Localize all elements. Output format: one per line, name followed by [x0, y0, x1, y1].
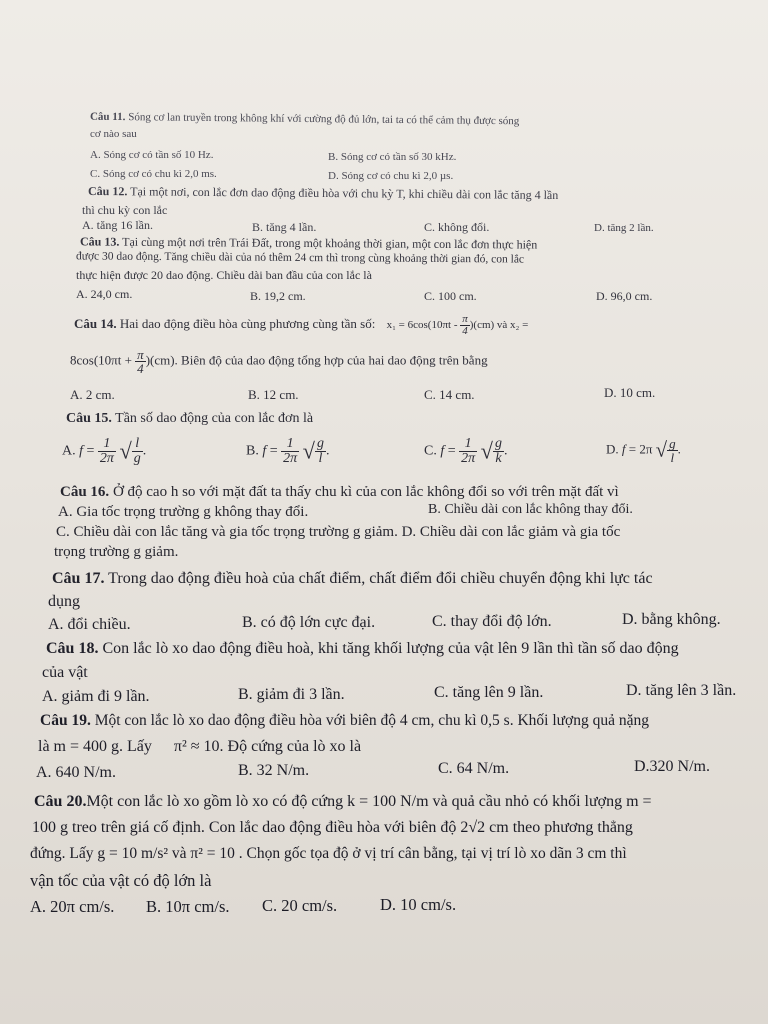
question-14-stem — [74, 314, 528, 337]
option-c: C. 14 cm. — [424, 387, 475, 402]
option-d: D. 10 cm. — [604, 385, 656, 400]
fraction-denominator: 4 — [462, 325, 468, 337]
equation-x2 — [70, 348, 488, 375]
option-a: A. 2 cm. — [70, 387, 115, 402]
question-19-line2 — [38, 738, 361, 756]
question-17-stem — [52, 570, 653, 588]
option-c: C. f = $\frac{1}{2\pi}$ √ $\frac{g}{k}$ . — [424, 436, 508, 466]
question-text: Một con lắc lò xo gồm lò xo có độ cứng k = 100 N/m và quả cầu nhỏ có khối lượng m = — [86, 793, 652, 810]
option-label: A. — [62, 443, 76, 459]
option-c: C. 100 cm. — [424, 289, 477, 303]
question-text: vận tốc của vật có độ lớn là — [30, 871, 212, 890]
question-text: )(cm). Biên độ của dao động tổng hợp của hai dao động trên bằng — [145, 352, 488, 368]
option-b: B. f = $\frac{1}{2\pi}$ √ $\frac{g}{l}$ . — [246, 436, 330, 466]
option-b: B. Chiều dài con lắc không thay đổi. — [428, 502, 633, 517]
fraction — [135, 348, 146, 375]
sqrt-expression: √ $\frac{l}{g}$ — [119, 436, 141, 466]
equation-text: )(cm) và x₂ = — [469, 319, 529, 332]
question-number: Câu 17. — [52, 570, 105, 587]
option-c: C. không đổi. — [424, 220, 490, 234]
question-number: Câu 18. — [46, 640, 99, 657]
option-a: A. Gia tốc trọng trường g không thay đổi. — [58, 504, 309, 520]
option-c: C. Sóng cơ có chu kì 2,0 ms. — [90, 168, 217, 180]
question-15-stem — [66, 411, 313, 427]
fraction — [460, 314, 470, 337]
equation-text: x₁ = 6cos(10πt - — [386, 319, 458, 332]
question-text: Tần số dao động của con lắc đơn là — [115, 411, 314, 426]
question-number: Câu 14. — [74, 316, 117, 332]
question-text: dụng — [48, 593, 80, 610]
option-b: B. 10π cm/s. — [146, 897, 230, 916]
question-text: của vật — [42, 664, 88, 681]
option-a: A. 20π cm/s. — [30, 897, 115, 916]
option-d: D. bằng không. — [622, 611, 721, 628]
question-number: Câu 15. — [66, 411, 112, 426]
option-b: B. 19,2 cm. — [250, 289, 306, 303]
question-13-stem — [80, 234, 537, 252]
question-text: là m = 400 g. Lấy — [38, 738, 152, 755]
option-c: C. Chiều dài con lắc tăng và gia tốc trọng trường g giảm. — [56, 524, 398, 540]
question-number: Câu 11. — [89, 110, 126, 124]
question-text: Tại một nơi, con lắc đơn dao động điều hòa với chu kỳ T, khi chiều dài con lắc tăng 4 lần — [130, 184, 559, 203]
question-16-stem — [60, 484, 619, 501]
fraction-denominator: 4 — [137, 361, 144, 376]
option-b: B. có độ lớn cực đại. — [242, 614, 376, 631]
option-d: D. 96,0 cm. — [596, 289, 653, 303]
option-d: D. tăng lên 3 lần. — [626, 682, 737, 699]
option-c: C. 20 cm/s. — [262, 896, 338, 915]
question-text: Hai dao động điều hòa cùng phương cùng tần số: — [119, 316, 376, 332]
equation-text: 8cos(10πt + — [70, 352, 132, 368]
option-b: B. tăng 4 lần. — [252, 220, 317, 234]
question-number: Câu 20. — [34, 793, 87, 810]
question-12-stem — [88, 184, 558, 203]
question-text: đứng. Lấy g = 10 m/s² và π² = 10 . Chọn gốc tọa độ ở vị trí cân bằng, tại vị trí lò xo dãn 3 cm thì — [30, 845, 627, 862]
option-a: A. 640 N/m. — [36, 764, 116, 781]
option-b: B. 12 cm. — [248, 387, 299, 402]
question-20-stem — [34, 793, 652, 811]
question-number: Câu 19. — [40, 712, 91, 729]
option-label: B. — [246, 443, 259, 459]
question-number: Câu 16. — [60, 484, 110, 500]
option-d: D. Sóng cơ có chu kì 2,0 µs. — [328, 170, 454, 182]
option-d: D. tăng 2 lần. — [594, 222, 654, 234]
question-18-stem — [46, 640, 679, 658]
option-d: D.320 N/m. — [634, 758, 710, 775]
question-19-stem — [40, 712, 649, 730]
option-d: D. Chiều dài con lắc giảm và gia tốc — [401, 524, 621, 540]
option-b: B. Sóng cơ có tần số 30 kHz. — [328, 151, 457, 163]
option-d: D. f = 2π √ $\frac{g}{l}$ . — [606, 436, 681, 465]
option-d-continued: trọng trường g giảm. — [54, 544, 179, 560]
question-text: Một con lắc lò xo dao động điều hòa với biên độ 4 cm, chu kì 0,5 s. Khối lượng quả nặng — [94, 712, 649, 729]
question-text: π² ≈ 10. Độ cứng của lò xo là — [173, 738, 362, 755]
option-a: A. Sóng cơ có tần số 10 Hz. — [90, 149, 214, 161]
option-a: A. đổi chiều. — [48, 616, 131, 633]
fraction-numerator: π — [137, 347, 144, 362]
option-a: A. tăng 16 lần. — [82, 218, 153, 232]
question-text: Tại cùng một nơi trên Trái Đất, trong một khoảng thời gian, một con lắc đơn thực hiện — [122, 234, 538, 252]
question-text: Con lắc lò xo dao động điều hoà, khi tăng khối lượng của vật lên 9 lần thì tần số dao động — [102, 640, 679, 657]
question-text: Sóng cơ lan truyền trong không khí với cường độ đủ lớn, tai ta có thể cảm thụ được sóng — [128, 111, 520, 128]
option-c: C. 64 N/m. — [438, 760, 510, 777]
option-c: C. tăng lên 9 lần. — [434, 684, 544, 701]
question-text: thực hiện được 20 dao động. Chiều dài ban đầu của con lắc là — [76, 268, 372, 282]
question-text: Ở độ cao h so với mặt đất ta thấy chu kì của con lắc không đổi so với trên mặt đất vì — [112, 484, 619, 500]
equation-x1 — [386, 313, 529, 337]
option-a: A. giảm đi 9 lần. — [42, 688, 150, 705]
option-b: B. 32 N/m. — [238, 762, 310, 779]
option-d: D. 10 cm/s. — [380, 895, 457, 914]
option-c-d-line — [56, 524, 620, 541]
option-a: A. f = $\frac{1}{2\pi}$ √ $\frac{l}{g}$ . — [62, 436, 147, 466]
question-11-stem — [90, 111, 519, 127]
fraction: $\frac{1}{2\pi}$ — [99, 436, 114, 466]
question-text: thì chu kỳ con lắc — [82, 203, 168, 217]
option-label: C. — [424, 443, 437, 459]
question-number: Câu 12. — [87, 183, 128, 199]
question-text: Trong dao động điều hoà của chất điểm, chất điểm đổi chiều chuyển động khi lực tác — [108, 570, 653, 587]
option-label: D. — [606, 441, 619, 457]
option-b: B. giảm đi 3 lần. — [238, 686, 345, 703]
question-text: cơ nào sau — [90, 128, 137, 140]
option-c: C. thay đổi độ lớn. — [432, 613, 552, 630]
question-text: 100 g treo trên giá cố định. Con lắc dao động điều hòa với biên độ 2√2 cm theo phương thẳng — [32, 819, 633, 836]
question-text: được 30 dao động. Tăng chiều dài của nó thêm 24 cm thì trong cùng khoảng thời gian đó, con lắc — [75, 250, 525, 266]
question-number: Câu 13. — [79, 234, 120, 249]
fraction-numerator: π — [462, 313, 468, 325]
option-a: A. 24,0 cm. — [76, 287, 133, 301]
